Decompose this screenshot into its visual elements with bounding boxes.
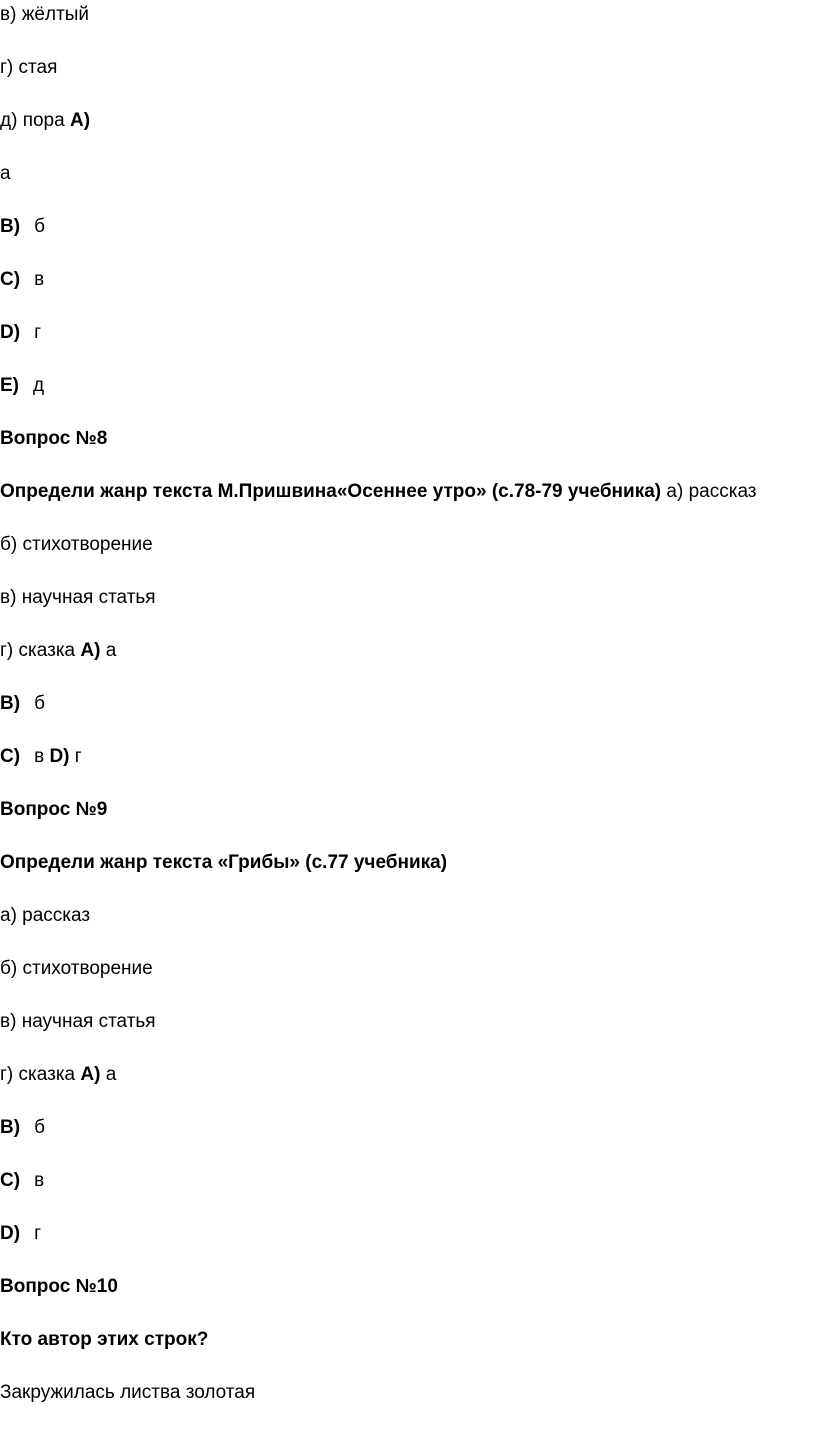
option-a: а) рассказ — [666, 481, 757, 502]
answer-b — [0, 689, 45, 719]
answer-c-and-d — [0, 742, 82, 772]
answer-e-value: д — [33, 375, 45, 396]
answer-c-value: в — [34, 746, 45, 767]
question-heading: Вопрос №9 — [0, 799, 108, 820]
answer-b-label: B) — [0, 693, 21, 714]
poem-line: Закружилась листва золотая — [0, 1382, 256, 1403]
answer-b-label: B) — [0, 1117, 21, 1138]
question-heading: Вопрос №8 — [0, 428, 108, 449]
answer-a-value: а — [105, 1064, 117, 1085]
option-d-with-answer-a: д) пора A) — [0, 110, 91, 131]
answer-b — [0, 212, 45, 242]
answer-c-value: в — [34, 269, 45, 290]
answer-e-label: E) — [0, 375, 19, 396]
answer-c-label: C) — [0, 1170, 21, 1191]
answer-a-label: A) — [80, 640, 101, 661]
answer-c — [0, 265, 44, 295]
answer-c — [0, 1166, 44, 1196]
option-v: в) жёлтый — [0, 4, 90, 25]
question-text: Определи жанр текста М.Пришвина«Осеннее утро» (с.78-79 учебника) а) рассказ — [0, 481, 757, 502]
option-v: в) научная статья — [0, 587, 156, 608]
answer-b-value: б — [34, 693, 45, 714]
option-a: а) рассказ — [0, 905, 91, 926]
answer-b — [0, 1113, 45, 1143]
answer-d-value: г — [34, 322, 41, 343]
answer-d-label: D) — [0, 1223, 21, 1244]
answer-d-value: г — [34, 1223, 41, 1244]
answer-d — [0, 318, 41, 348]
option-b: б) стихотворение — [0, 958, 153, 979]
answer-a-value: а — [0, 163, 11, 184]
answer-d-label: D) — [0, 322, 21, 343]
option-b: б) стихотворение — [0, 534, 153, 555]
option-g: г) стая — [0, 57, 58, 78]
answer-c-label: C) — [0, 269, 21, 290]
answer-b-label: B) — [0, 216, 21, 237]
option-g-with-answer-a: г) сказка A) а — [0, 1064, 117, 1085]
question-text: Кто автор этих строк? — [0, 1329, 209, 1350]
question-heading: Вопрос №10 — [0, 1276, 118, 1297]
answer-a-value: а — [105, 640, 117, 661]
option-v: в) научная статья — [0, 1011, 156, 1032]
answer-d-value: г — [74, 746, 82, 767]
option-g-with-answer-a: г) сказка A) а — [0, 640, 117, 661]
answer-e — [0, 371, 44, 401]
answer-a-label: A) — [80, 1064, 101, 1085]
answer-b-value: б — [34, 1117, 45, 1138]
answer-b-value: б — [34, 216, 45, 237]
answer-a-label: A) — [69, 110, 91, 131]
question-text: Определи жанр текста «Грибы» (с.77 учебника) — [0, 852, 448, 873]
answer-d-label: D) — [49, 746, 70, 767]
answer-c-label: C) — [0, 746, 21, 767]
answer-d — [0, 1219, 41, 1249]
answer-c-value: в — [34, 1170, 45, 1191]
